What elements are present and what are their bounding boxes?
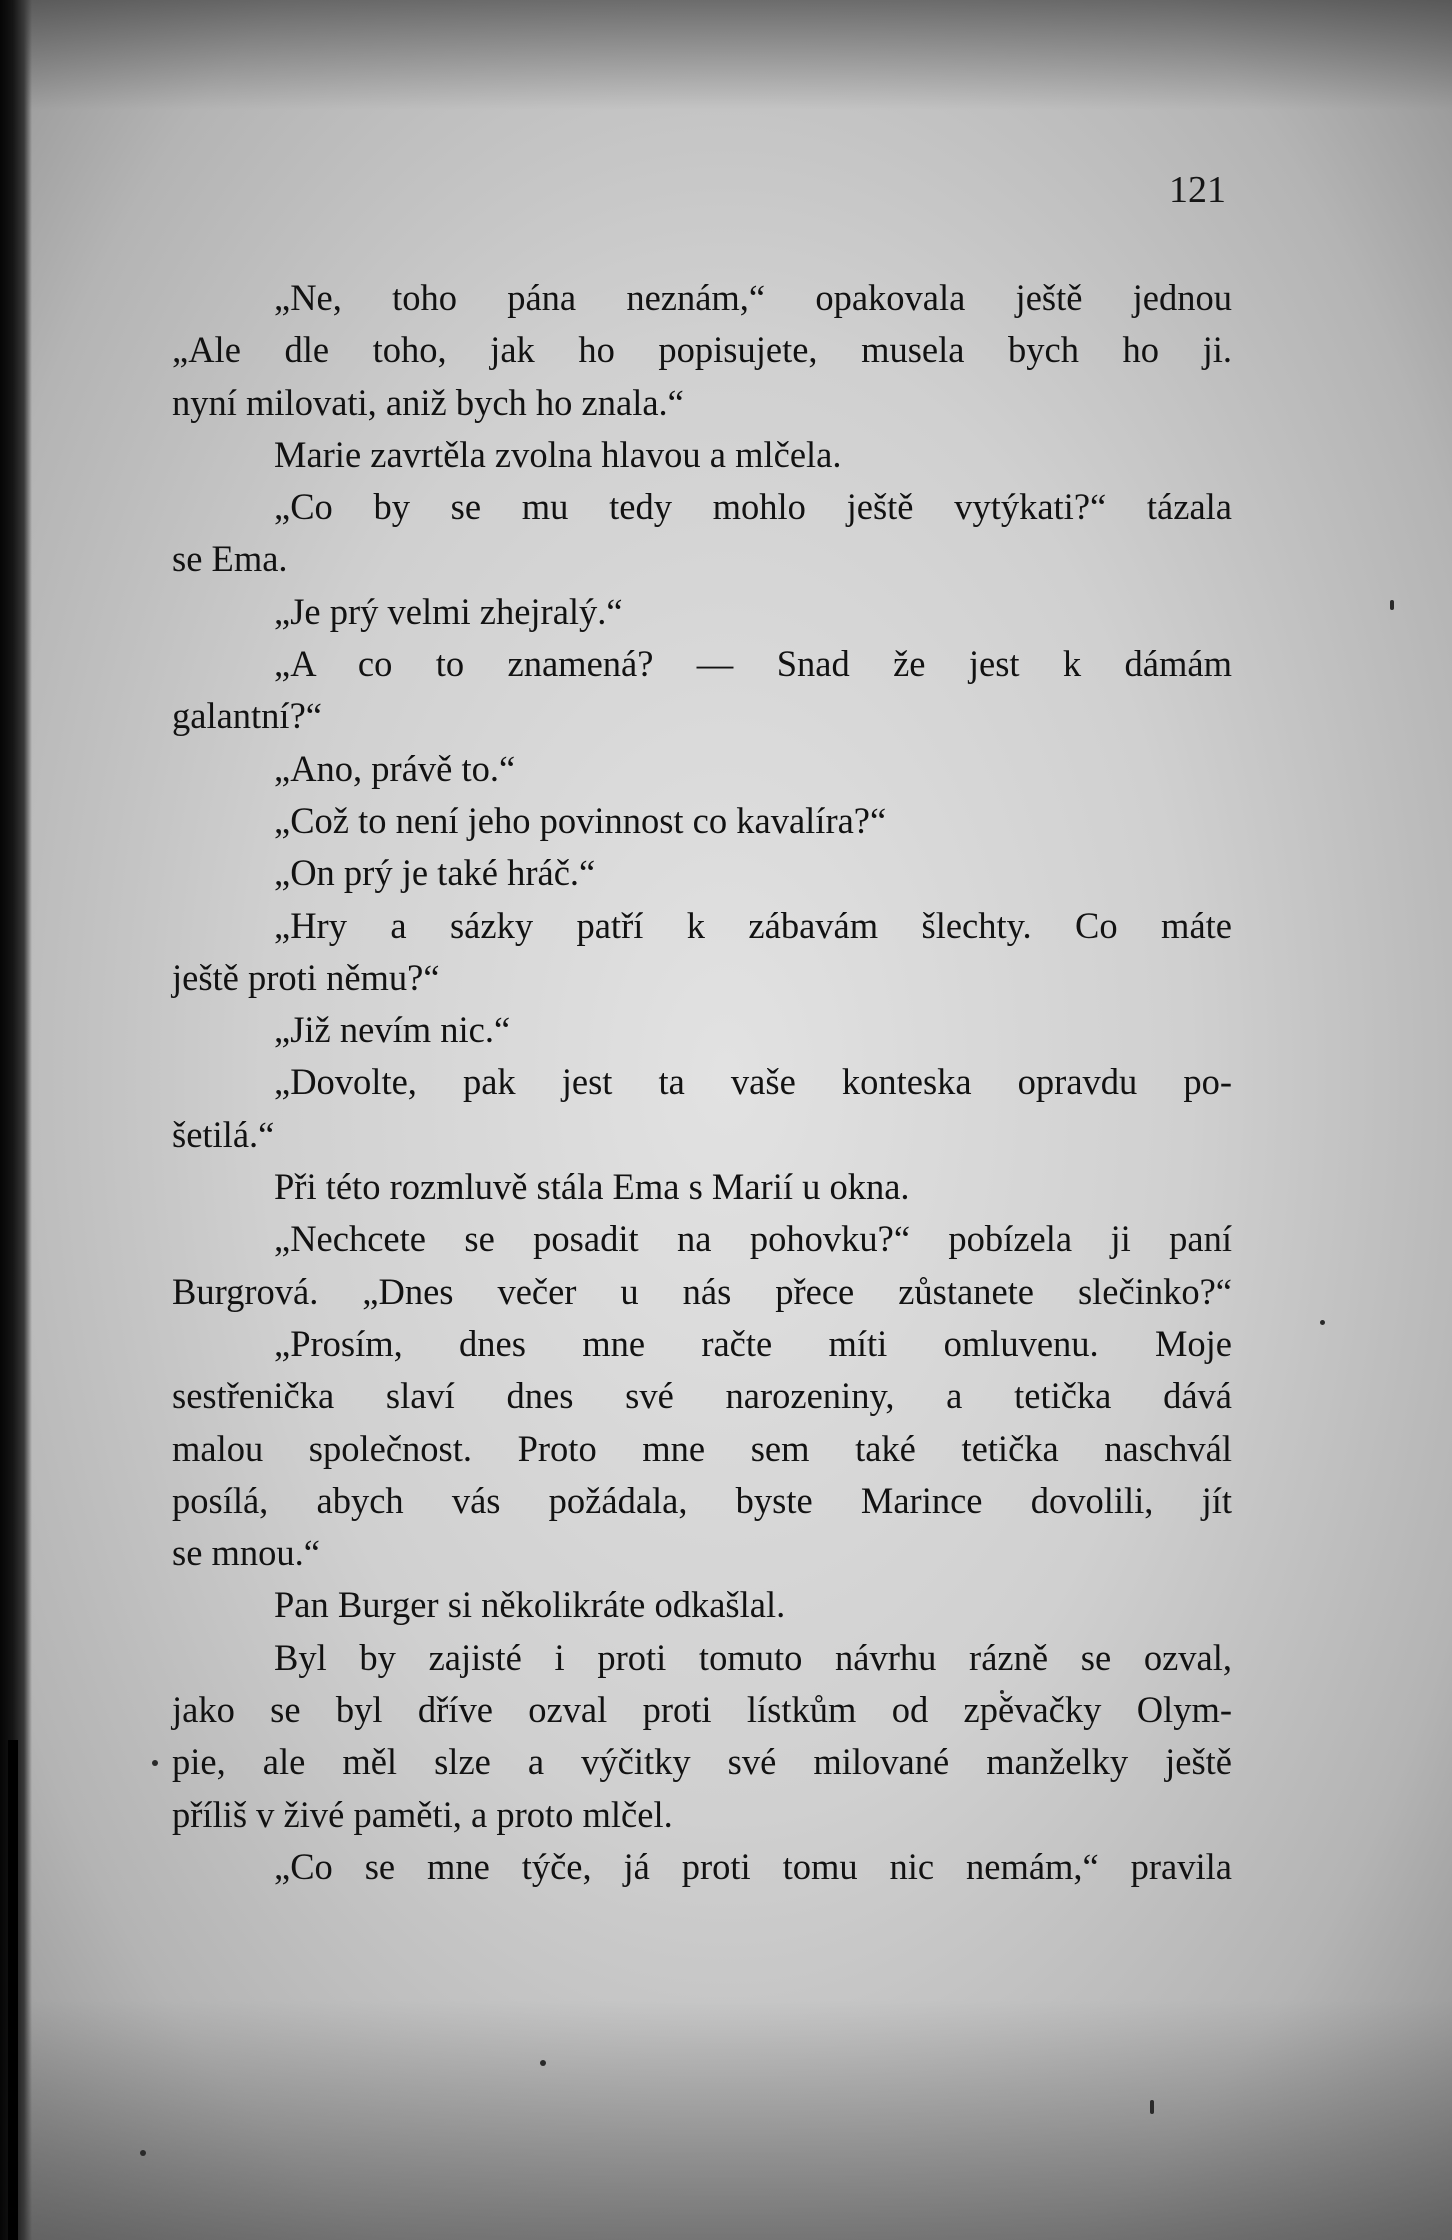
scan-speck <box>152 1760 158 1766</box>
text-line: „Prosím, dnes mne račte míti omluvenu. Moje <box>274 1322 1232 1364</box>
text-line: „Co by se mu tedy mohlo ještě vytýkati?“ tázala <box>274 486 1232 528</box>
text-line: „Což to není jeho povinnost co kavalíra?“ <box>274 799 887 841</box>
text-line: se mnou.“ <box>172 1532 320 1574</box>
text-line: „Již nevím nic.“ <box>274 1009 511 1051</box>
text-line: malou společnost. Proto mne sem také tetička naschvál <box>172 1427 1232 1469</box>
scan-speck <box>1150 2100 1154 2114</box>
scan-speck <box>140 2150 146 2156</box>
text-line: „Dovolte, pak jest ta vaše konteska opravdu po- <box>274 1061 1232 1103</box>
page-number: 121 <box>1169 169 1226 211</box>
text-line: Při této rozmluvě stála Ema s Marií u okna. <box>274 1166 910 1208</box>
binding-shadow-line <box>8 1740 18 2240</box>
text-line: šetilá.“ <box>172 1113 275 1155</box>
text-line: Pan Burger si několikráte odkašlal. <box>274 1584 786 1626</box>
text-line: „Co se mne týče, já proti tomu nic nemám,“ pravila <box>274 1845 1232 1887</box>
text-line: „Je prý velmi zhejralý.“ <box>274 590 623 632</box>
text-line: pie, ale měl slze a výčitky své milované manželky ještě <box>172 1741 1232 1783</box>
text-line: galantní?“ <box>172 695 322 737</box>
text-line: Burgrová. „Dnes večer u nás přece zůstanete slečinko?“ <box>172 1270 1232 1312</box>
text-line: sestřenička slaví dnes své narozeniny, a tetička dává <box>172 1375 1232 1417</box>
text-line: „Hry a sázky patří k zábavám šlechty. Co máte <box>274 904 1232 946</box>
scan-speck <box>1320 1320 1325 1325</box>
text-line: „A co to znamená? — Snad že jest k dámám <box>274 643 1232 685</box>
text-line: Byl by zajisté i proti tomuto návrhu rázně se ozval, <box>274 1636 1232 1678</box>
body-text <box>172 272 1232 1893</box>
text-line: „Ale dle toho, jak ho popisujete, musela bych ho ji. <box>172 329 1232 371</box>
scan-speck <box>540 2060 546 2066</box>
text-line: „Ne, toho pána neznám,“ opakovala ještě jednou <box>274 277 1232 318</box>
text-line: Marie zavrtěla zvolna hlavou a mlčela. <box>274 433 842 475</box>
text-line: nyní milovati, aniž bych ho znala.“ <box>172 381 684 423</box>
text-line: jako se byl dříve ozval proti lístkům od zpěvačky Olym- <box>172 1689 1232 1731</box>
text-line: se Ema. <box>172 538 288 580</box>
text-line: „Nechcete se posadit na pohovku?“ pobízela ji paní <box>274 1218 1232 1260</box>
text-line: „On prý je také hráč.“ <box>274 852 596 894</box>
text-line: příliš v živé paměti, a proto mlčel. <box>172 1793 673 1835</box>
scan-speck <box>1390 600 1394 610</box>
text-line: ještě proti němu?“ <box>172 956 440 998</box>
text-line: „Ano, právě to.“ <box>274 747 516 789</box>
text-line: posílá, abych vás požádala, byste Marince dovolili, jít <box>172 1479 1232 1521</box>
